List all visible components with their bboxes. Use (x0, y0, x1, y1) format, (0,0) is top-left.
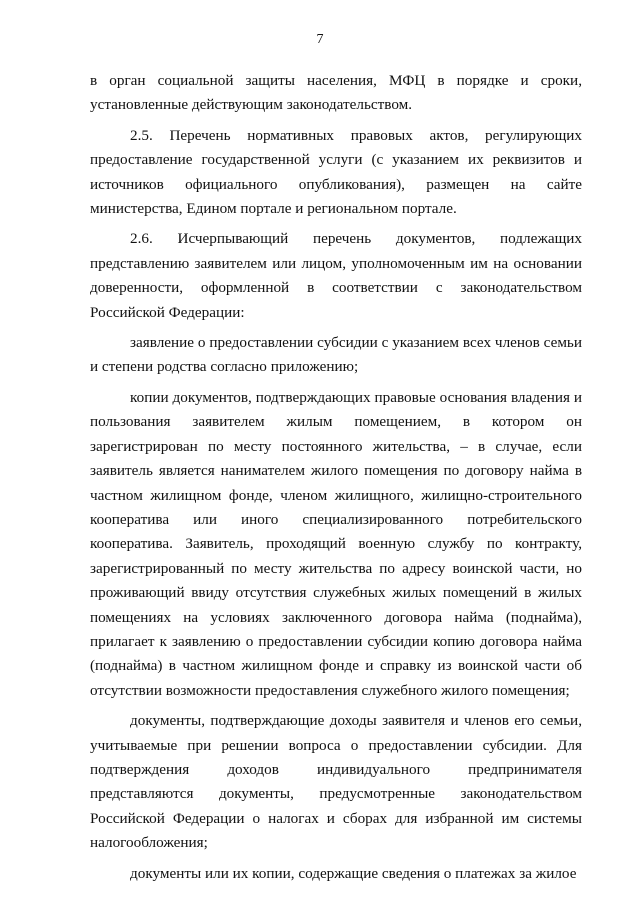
paragraph-payment-documents: документы или их копии, содержащие сведения о платежах за жилое (130, 864, 577, 882)
paragraph-2-5: 2.5. Перечень нормативных правовых актов, регулирующих предоставление государственной услуги (с указанием их реквизитов и источников официального опубликования), размещен на сайте министерства, Едином портале и региональном портале. (90, 126, 582, 218)
paragraph-ownership-documents: копии документов, подтверждающих правовые основания владения и пользования заявителем жилым помещением, в котором он зарегистрирован по месту постоянного жительства, – в случае, если заявитель является нанимателем жилого помещения по договору найма в частном жилищном фонде, членом жилищного, жилищно-строительного кооператива или иного специализированного потребительского кооператива. Заявитель, проходящий военную службу по контракту, зарегистрированный по месту жительства по адресу воинской части, но проживающий ввиду отсутствия служебных жилых помещений в жилых помещениях на условиях заключенного договора найма (поднайма), прилагает к заявлению о предоставлении субсидии копию договора найма (поднайма) в частном жилищном фонде и справку из воинской части об отсутствии возможности предоставления служебного жилого помещения; (90, 388, 582, 699)
body-text (90, 69, 582, 886)
paragraph-2-6: 2.6. Исчерпывающий перечень документов, подлежащих представлению заявителем или лицом, уполномоченным им на основании доверенности, оформленной в соответствии с законодательством Российской Федерации: (90, 230, 582, 321)
page-number: 7 (316, 32, 324, 47)
paragraph-income-documents: документы, подтверждающие доходы заявителя и членов его семьи, учитываемые при решении вопроса о предоставлении субсидии. Для подтверждения доходов индивидуального предпринимателя представляются документы, предусмотренные законодательством Российской Федерации о налогах и сборах для избранной им системы налогообложения; (90, 712, 582, 852)
paragraph-continuation: в орган социальной защиты населения, МФЦ в порядке и сроки, установленные действующим законодательством. (90, 72, 582, 114)
paragraph-application: заявление о предоставлении субсидии с указанием всех членов семьи и степени родства согласно приложению; (90, 334, 582, 376)
